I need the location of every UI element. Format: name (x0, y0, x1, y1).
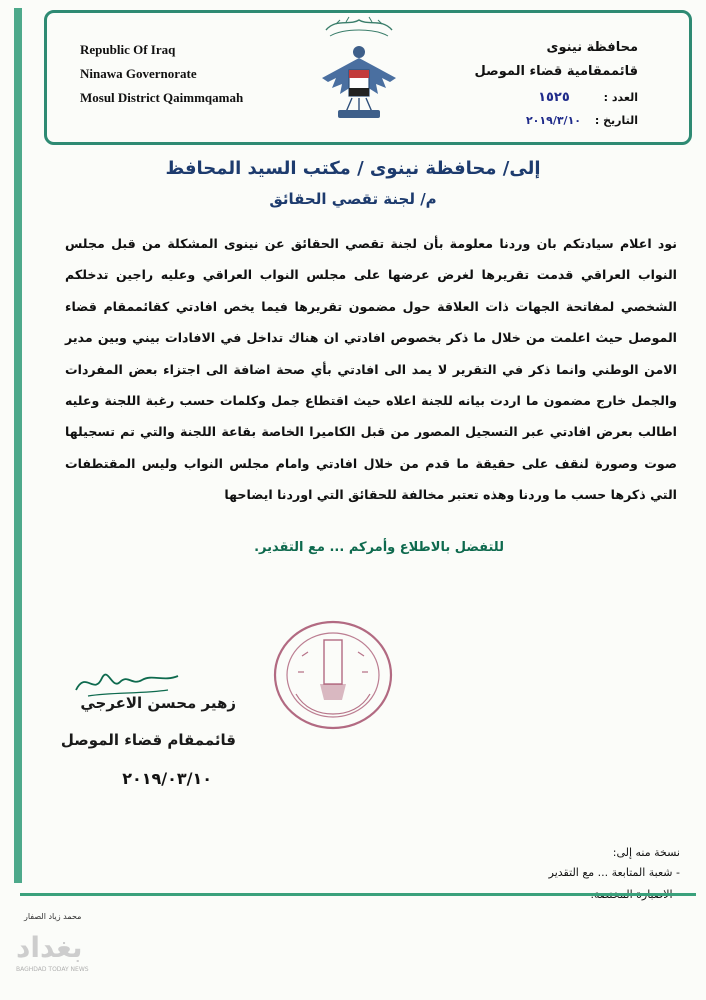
signatory-title: قائممقام قضاء الموصل (60, 731, 236, 749)
letterhead-ar-line-1: محافظة نينوى (546, 40, 638, 55)
ref-date-value: ٢٠١٩/٣/١٠ (525, 114, 582, 127)
ref-number-label: العدد : (603, 91, 638, 104)
ref-date-label: التاريخ : (594, 114, 638, 127)
closing-line: للتفضل بالاطلاع وأمركم ... مع التقدير. (254, 540, 504, 555)
addressee-line-2: م/ لجنة تقصي الحقائق (269, 190, 437, 208)
addressee-line-1: إلى/ محافظة نينوى / مكتب السيد المحافظ (165, 158, 541, 179)
ref-date-row (526, 114, 638, 127)
ref-number-row (538, 90, 638, 105)
iraq-eagle-emblem (316, 12, 402, 122)
cc-item-1: - شعبة المتابعة ... مع التقدير (548, 866, 680, 879)
letterhead-en-line-1: Republic Of Iraq (80, 42, 176, 57)
letterhead-en-line-3: Mosul District Qaimmqamah (80, 90, 244, 105)
letter-body: نود اعلام سيادتكم بان وردنا معلومة بأن لجنة تقصي الحقائق عن نينوى المشكلة من قبل مجلس النواب العراقي قدمت تقريرها لغرض عرضها على مجلس النواب العراقي وعليه راجين تدخلكم الشخصي لمفاتحة الجهات ذات العلاقة حول مضمون تقريرها فيما يخص افادتي كقائممقام قضاء الموصل حيث اعلمت من خلال ما ذكر بخصوص افادتي ان هناك تداخل في الافادات بيني وبين مدير الامن الوطني وانما ذكر في التقرير لا يمد الى افادتي بأي صحة اضافة الى اجتزاء بعض المفردات والجمل خارج مضمون ما اردت بيانه للجنة اعلاه حيث اقتطاع جمل وكلمات حسب رغبة اللجنة وعليه اطالب بعرض افادتي عبر التسجيل المصور من قبل الكاميرا الخاصة بقاعة اللجنة والتي تم تسجيلها صوت وصورة لنقف على حقيقة ما قدم من خلال افادتي وامام مجلس النواب وليس المقتطفات التي ذكرها حسب ما وردنا وهذه تعتبر مخالفة للحقائق التي اوردنا ايضاحها (65, 236, 677, 503)
official-seal-stamp (268, 616, 398, 734)
typist-name: محمد زياد الصفار (24, 912, 82, 921)
signature-date: ٢٠١٩/٠٣/١٠ (122, 769, 212, 788)
signatory-name: زهير محسن الاعرجي (80, 694, 236, 712)
letterhead-en-line-2: Ninawa Governorate (80, 66, 197, 81)
svg-text:بغداد: بغداد (16, 931, 83, 964)
letterhead-ar-line-2: قائممقامية قضاء الموصل (474, 64, 638, 79)
page-edge-stripe (14, 8, 22, 883)
ref-number-value: ١٥٢٥ (538, 90, 570, 105)
news-watermark-logo (8, 927, 128, 977)
svg-text:BAGHDAD TODAY NEWS: BAGHDAD TODAY NEWS (16, 966, 89, 973)
footer-divider (20, 893, 696, 896)
cc-heading: نسخة منه إلى: (612, 846, 680, 859)
